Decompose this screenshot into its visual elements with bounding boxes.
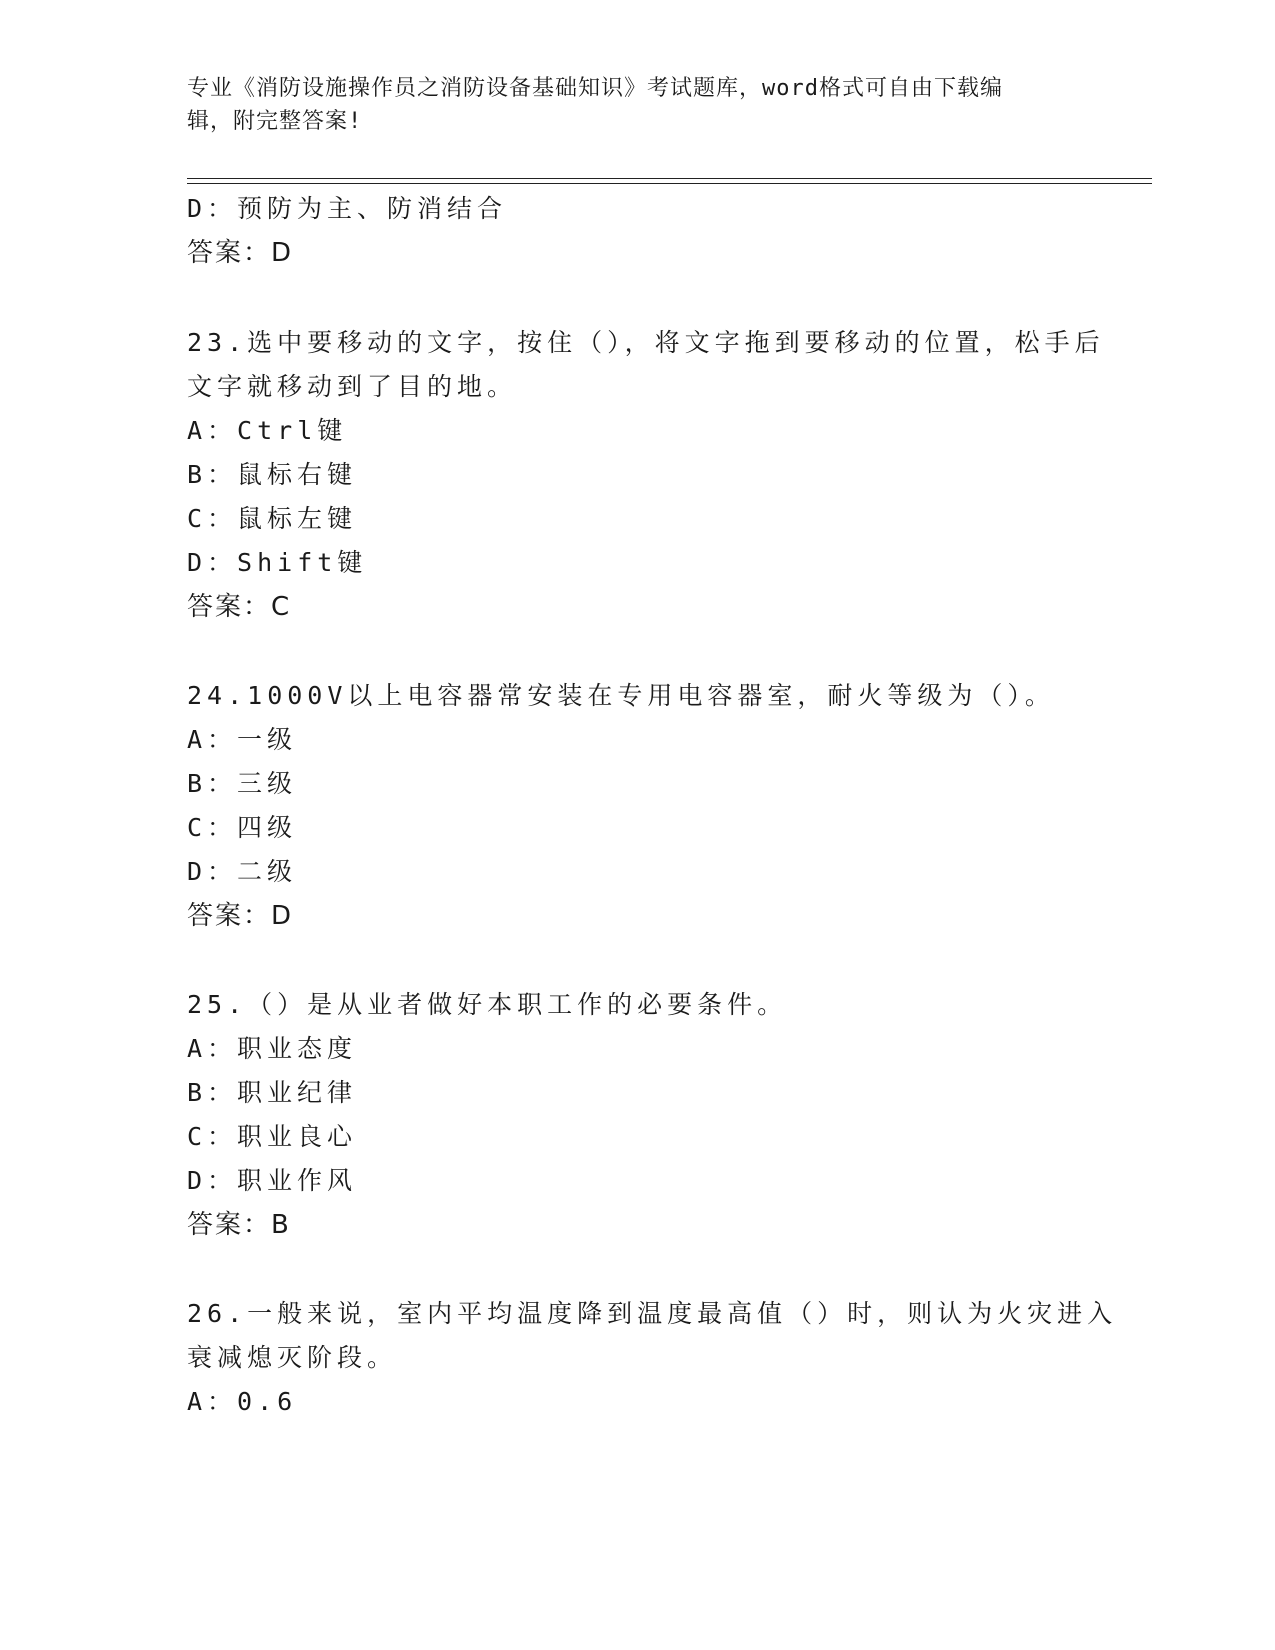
q25-answer: 答案：B bbox=[187, 1210, 291, 1240]
header-line-2: 辑，附完整答案! bbox=[187, 109, 363, 134]
q24-stem-line-1: 24.1000V以上电容器常安装在专用电容器室，耐火等级为（）。 bbox=[187, 681, 1055, 710]
q24-option-c: C：四级 bbox=[187, 813, 298, 842]
header-line-1: 专业《消防设施操作员之消防设备基础知识》考试题库，word格式可自由下载编 bbox=[187, 76, 1003, 101]
header-divider-top bbox=[187, 178, 1152, 179]
q26-option-a: A：0.6 bbox=[187, 1387, 298, 1416]
q24-option-b: B：三级 bbox=[187, 769, 298, 798]
document-header bbox=[187, 72, 1077, 138]
q23-option-a: A：Ctrl键 bbox=[187, 416, 348, 445]
q23-option-b: B：鼠标右键 bbox=[187, 460, 358, 489]
q25-option-b: B：职业纪律 bbox=[187, 1078, 358, 1107]
q26-stem-line-2: 衰减熄灭阶段。 bbox=[187, 1343, 398, 1372]
prev-answer: 答案：D bbox=[187, 238, 294, 268]
q23-stem-line-1: 23.选中要移动的文字，按住（），将文字拖到要移动的位置，松手后 bbox=[187, 328, 1105, 357]
prev-option-d: D：预防为主、防消结合 bbox=[187, 194, 508, 223]
q24-option-a: A：一级 bbox=[187, 725, 298, 754]
q23-stem-line-2: 文字就移动到了目的地。 bbox=[187, 372, 518, 401]
q24-answer: 答案：D bbox=[187, 901, 294, 931]
q25-option-a: A：职业态度 bbox=[187, 1034, 358, 1063]
q25-option-c: C：职业良心 bbox=[187, 1122, 358, 1151]
q24-option-d: D：二级 bbox=[187, 857, 298, 886]
header-divider-bottom bbox=[187, 183, 1152, 184]
q26-stem-line-1: 26.一般来说，室内平均温度降到温度最高值（）时，则认为火灾进入 bbox=[187, 1299, 1118, 1328]
q23-option-c: C：鼠标左键 bbox=[187, 504, 358, 533]
q23-option-d: D：Shift键 bbox=[187, 548, 368, 577]
q25-stem-line-1: 25.（）是从业者做好本职工作的必要条件。 bbox=[187, 990, 788, 1019]
q25-option-d: D：职业作风 bbox=[187, 1166, 358, 1195]
q23-answer: 答案：C bbox=[187, 592, 292, 622]
